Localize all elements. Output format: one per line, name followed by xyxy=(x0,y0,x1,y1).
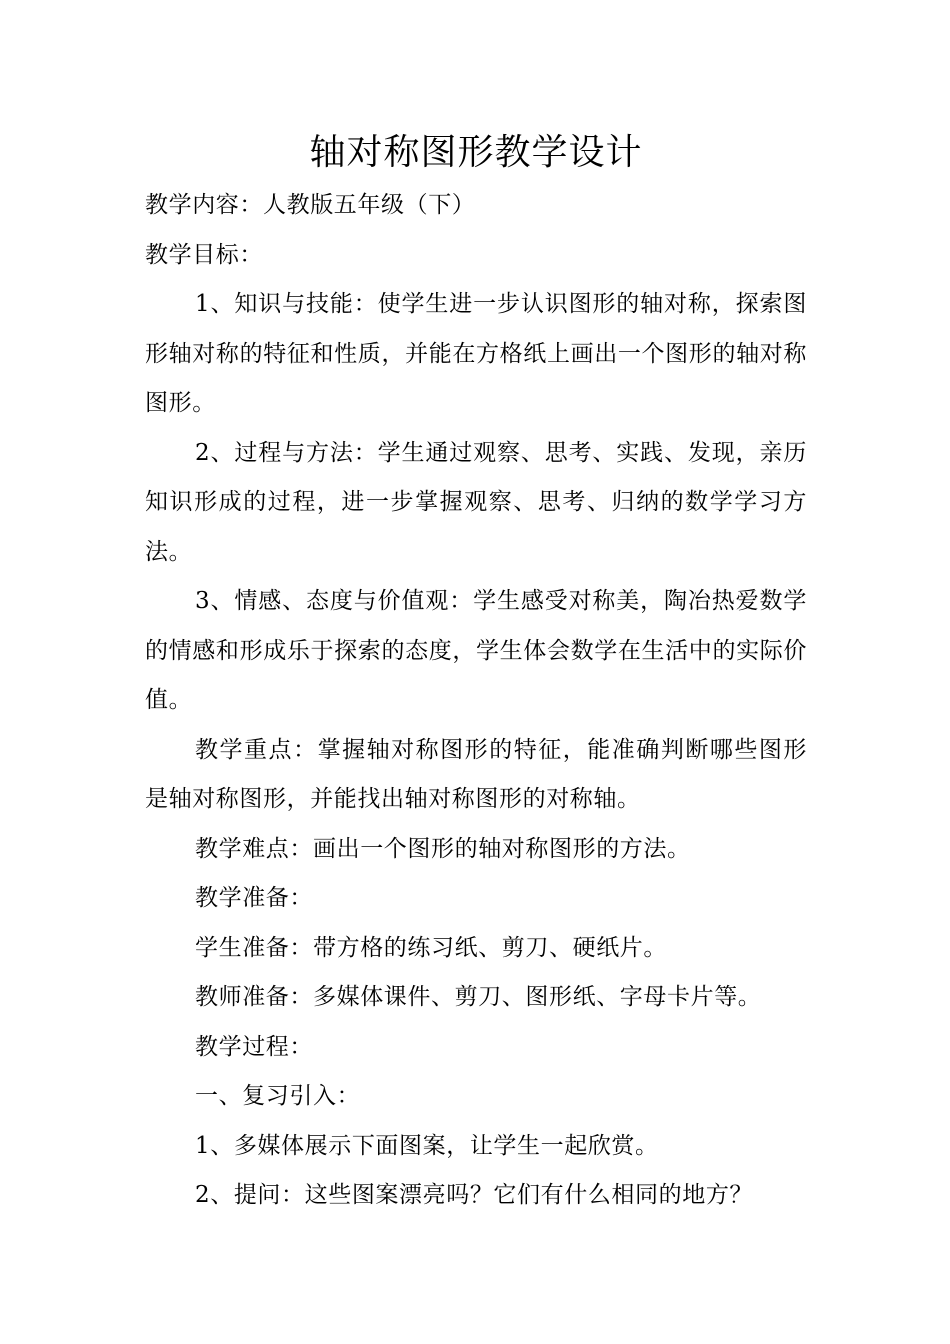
process-heading: 教学过程： xyxy=(195,1033,313,1060)
objectives-heading: 教学目标： xyxy=(145,241,263,268)
teacher-preparation: 教师准备：多媒体课件、剪刀、图形纸、字母卡片等。 xyxy=(195,984,762,1010)
section-one-heading: 一、复习引入： xyxy=(195,1083,361,1109)
objective-knowledge: 1、知识与技能：使学生进一步认识图形的轴对称，探索图形轴对称的特征和性质，并能在方格纸上画出一个图形的轴对称图形。 xyxy=(145,291,807,416)
student-preparation: 学生准备：带方格的练习纸、剪刀、硬纸片。 xyxy=(195,934,667,961)
document-title: 轴对称图形教学设计 xyxy=(309,132,643,173)
difficult-point: 教学难点：画出一个图形的轴对称图形的方法。 xyxy=(195,835,691,862)
section-one-item: 2、提问：这些图案漂亮吗？它们有什么相同的地方？ xyxy=(195,1182,754,1208)
document-page xyxy=(145,125,807,1221)
section-one-item: 1、多媒体展示下面图案，让学生一起欣赏。 xyxy=(195,1132,659,1159)
objective-process: 2、过程与方法：学生通过观察、思考、实践、发现，亲历知识形成的过程，进一步掌握观察、思考、归纳的数学学习方法。 xyxy=(145,439,807,565)
objective-attitude: 3、情感、态度与价值观：学生感受对称美，陶冶热爱数学的情感和形成乐于探索的态度，学生体会数学在生活中的实际价值。 xyxy=(145,588,807,713)
key-point: 教学重点：掌握轴对称图形的特征，能准确判断哪些图形是轴对称图形，并能找出轴对称图形的对称轴。 xyxy=(145,736,807,812)
preparation-heading: 教学准备： xyxy=(195,885,313,911)
teaching-content: 教学内容：人教版五年级（下） xyxy=(145,192,476,218)
